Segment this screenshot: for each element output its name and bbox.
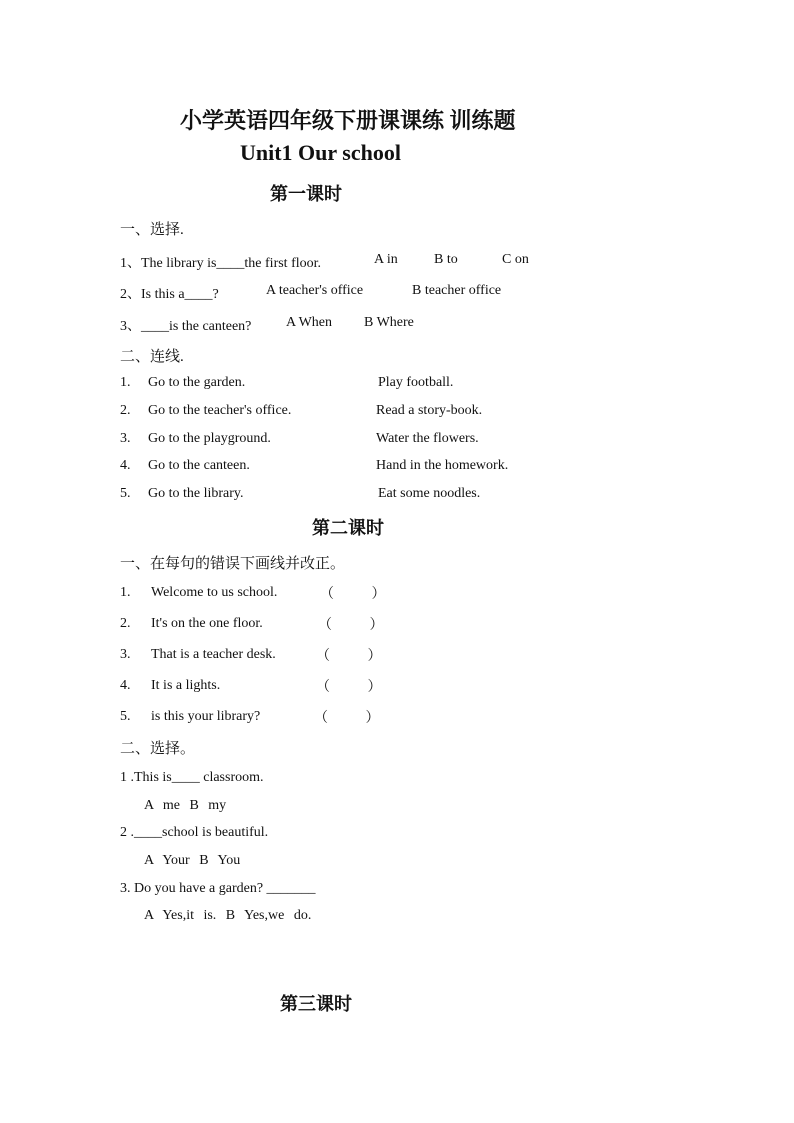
match-left: Go to the library. bbox=[148, 486, 244, 501]
fix-num: 5. bbox=[120, 709, 131, 724]
fix-num: 4. bbox=[120, 678, 131, 693]
match-right: Hand in the homework. bbox=[376, 458, 509, 473]
fix-answer-paren: （ ） bbox=[316, 649, 382, 664]
match-num: 2. bbox=[120, 403, 131, 418]
lesson2-part2-heading: 二、选择。 bbox=[120, 741, 196, 757]
match-num: 5. bbox=[120, 486, 131, 501]
page-title: 小学英语四年级下册课课练 训练题 bbox=[180, 108, 516, 133]
match-right: Play football. bbox=[378, 375, 454, 390]
lesson1-part2-heading: 二、连线. bbox=[120, 349, 184, 365]
lesson2-part1-heading: 一、在每句的错误下画线并改正。 bbox=[120, 556, 346, 572]
l1-q1-a: A in bbox=[374, 252, 398, 267]
fix-text: Welcome to us school. bbox=[151, 585, 278, 600]
fix-answer-paren: （ ） bbox=[318, 618, 384, 633]
l1-q2-a: A teacher's office bbox=[266, 283, 364, 298]
l1-q1: 1、The library is____the first floor. bbox=[120, 256, 322, 271]
match-left: Go to the canteen. bbox=[148, 458, 250, 473]
l1-q3-b: B Where bbox=[364, 315, 414, 330]
l1-q1-c: C on bbox=[502, 252, 529, 267]
choice-question: 2 .____school is beautiful. bbox=[120, 825, 269, 840]
match-right: Eat some noodles. bbox=[378, 486, 481, 501]
l1-q3-a: A When bbox=[286, 315, 333, 330]
choice-question: 1 .This is____ classroom. bbox=[120, 770, 264, 785]
choice-question: 3. Do you have a garden? _______ bbox=[120, 881, 316, 896]
fix-text: It is a lights. bbox=[151, 678, 221, 693]
fix-answer-paren: （ ） bbox=[314, 711, 380, 726]
match-left: Go to the garden. bbox=[148, 375, 246, 390]
unit-title: Unit1 Our school bbox=[240, 140, 401, 165]
fix-answer-paren: （ ） bbox=[320, 587, 386, 602]
choice-options: A me B my bbox=[144, 798, 227, 813]
fix-text: is this your library? bbox=[151, 709, 261, 724]
choice-options: A Your B You bbox=[144, 853, 241, 868]
lesson3-heading: 第三课时 bbox=[280, 994, 352, 1014]
l1-q2-b: B teacher office bbox=[412, 283, 502, 298]
fix-answer-paren: （ ） bbox=[316, 680, 382, 695]
fix-text: It's on the one floor. bbox=[151, 616, 263, 631]
match-num: 3. bbox=[120, 431, 131, 446]
match-num: 4. bbox=[120, 458, 131, 473]
l1-q2: 2、Is this a____? bbox=[120, 287, 219, 302]
match-num: 1. bbox=[120, 375, 131, 390]
lesson2-heading: 第二课时 bbox=[312, 518, 384, 538]
l1-q3: 3、____is the canteen? bbox=[120, 319, 252, 334]
fix-num: 2. bbox=[120, 616, 131, 631]
fix-num: 3. bbox=[120, 647, 131, 662]
l1-q1-b: B to bbox=[434, 252, 458, 267]
fix-text: That is a teacher desk. bbox=[151, 647, 276, 662]
match-right: Read a story-book. bbox=[376, 403, 483, 418]
match-left: Go to the teacher's office. bbox=[148, 403, 292, 418]
match-left: Go to the playground. bbox=[148, 431, 271, 446]
fix-num: 1. bbox=[120, 585, 131, 600]
choice-options: A Yes,it is. B Yes,we do. bbox=[144, 908, 312, 923]
match-right: Water the flowers. bbox=[376, 431, 479, 446]
lesson1-part1-heading: 一、选择. bbox=[120, 222, 184, 238]
lesson1-heading: 第一课时 bbox=[270, 184, 342, 204]
